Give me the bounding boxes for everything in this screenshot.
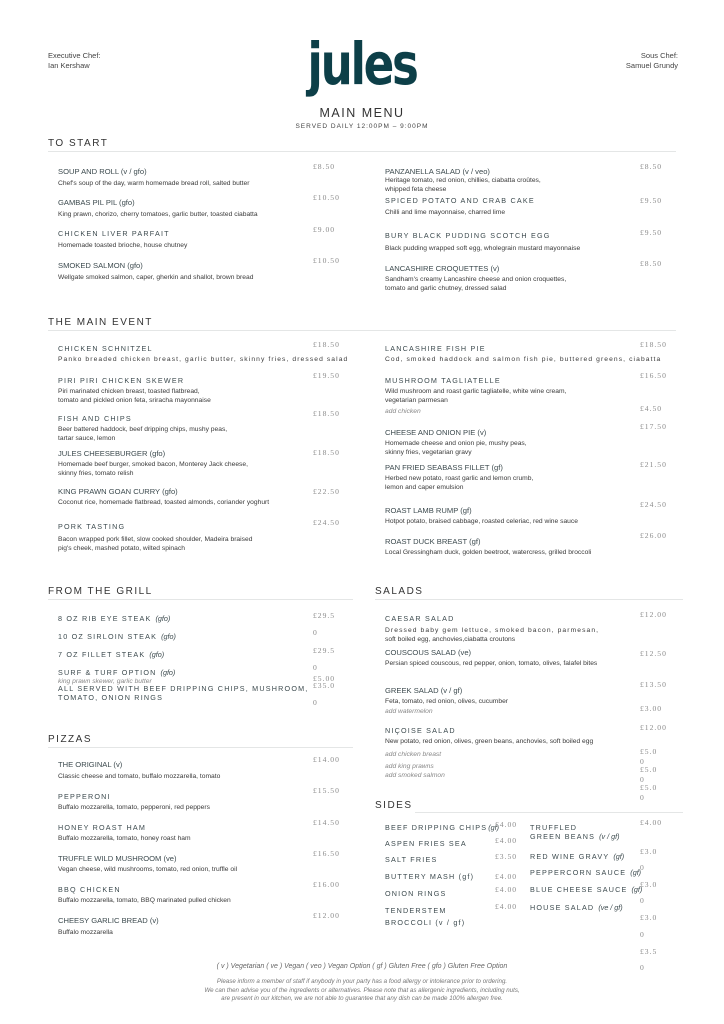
item-title: CHICKEN SCHNITZEL [58, 344, 153, 353]
item-title: BURY BLACK PUDDING SCOTCH EGG [385, 231, 551, 240]
menu-item-name [385, 345, 486, 352]
sous-chef-name: Samuel Grundy [625, 61, 678, 70]
dietary-tag: (gf) [631, 885, 643, 894]
item-title: CHEESE AND ONION PIE (v) [385, 428, 487, 437]
executive-chef-label: Executive Chef: [48, 51, 101, 60]
price: £4.00 [495, 872, 518, 881]
side-dish-name [530, 833, 620, 840]
menu-item-name [58, 262, 143, 270]
item-title: CHEESY GARLIC BREAD (v) [58, 916, 159, 925]
price: £14.50 [313, 818, 340, 827]
menu-item-description: Classic cheese and tomato, buffalo mozzarella, tomato [58, 773, 221, 780]
dietary-tag: (gfo) [160, 668, 176, 677]
menu-item-description: Buffalo mozzarella, tomato, BBQ marinated pulled chicken [58, 897, 231, 904]
price: £8.50 [640, 162, 663, 171]
side-dish-name [385, 907, 447, 914]
price: £3.0 [640, 880, 658, 889]
menu-item-description: Beer battered haddock, beef dripping chips, mushy peas, [58, 426, 228, 433]
price: £29.5 [313, 646, 336, 655]
menu-item-description: Herbed new potato, roast garlic and lemon crumb, [385, 475, 534, 482]
menu-item-description: Vegan cheese, wild mushrooms, tomato, red onion, truffle oil [58, 866, 238, 873]
menu-item-name [58, 824, 146, 831]
menu-item-description: Homemade beef burger, smoked bacon, Monterey Jack cheese, [58, 461, 248, 468]
item-title: NIÇOISE SALAD [385, 726, 456, 735]
menu-item-name [58, 793, 111, 800]
side-dish-name [385, 919, 465, 926]
side-dish-name [530, 886, 642, 893]
item-title: ONION RINGS [385, 889, 447, 898]
side-dish-name [385, 890, 447, 897]
price: £24.50 [640, 500, 667, 509]
item-title: SALT FRIES [385, 855, 438, 864]
menu-item-name [58, 761, 122, 769]
menu-item-description: vegetarian parmesan [385, 396, 448, 404]
menu-item-name [385, 649, 471, 657]
section-divider [48, 151, 676, 152]
price: £22.50 [313, 487, 340, 496]
price: £18.50 [640, 340, 667, 349]
item-title: CAESAR SALAD [385, 614, 455, 623]
menu-item-description: tomato and pickled onion feta, sriracha mayonnaise [58, 396, 211, 404]
side-dish-name [530, 869, 641, 876]
price: £18.50 [313, 448, 340, 457]
item-title: BLUE CHEESE SAUCE [530, 885, 628, 894]
dietary-tag: (gfo) [155, 614, 171, 623]
menu-item-name [58, 450, 165, 458]
dietary-tag: (gfo) [161, 632, 176, 641]
menu-item-name [58, 855, 177, 863]
menu-item-name [385, 265, 499, 273]
item-title: PEPPERCORN SAUCE [530, 868, 627, 877]
menu-item-description: Wellgate smoked salmon, caper, gherkin and shallot, brown bread [58, 274, 254, 281]
section-divider [375, 599, 683, 600]
price: £9.50 [640, 196, 663, 205]
item-title: BBQ CHICKEN [58, 885, 121, 894]
menu-title: MAIN MENU [319, 106, 405, 120]
price: £10.50 [313, 256, 340, 265]
section-divider [48, 747, 353, 748]
price: 0 [640, 963, 645, 972]
menu-item-description: Buffalo mozzarella, tomato, honey roast ham [58, 835, 191, 842]
price: £4.00 [495, 902, 518, 911]
menu-item-description: Wild mushroom and roast garlic tagliatelle, white wine cream, [385, 388, 567, 395]
addon-option: add watermelon [385, 708, 433, 715]
price: 0 [640, 757, 645, 766]
menu-item-name [385, 377, 501, 384]
side-dish-name [385, 856, 437, 863]
menu-item-description: Buffalo mozzarella, tomato, pepperoni, red peppers [58, 804, 210, 811]
menu-item-description: soft boiled egg, anchovies,ciabatta croutons [385, 635, 516, 643]
menu-item-description: Bacon wrapped pork fillet, slow cooked shoulder, Madeira braised [58, 536, 253, 543]
menu-item-description: Chef's soup of the day, warm homemade bread roll, salted butter [58, 180, 250, 187]
menu-item-name [58, 377, 184, 384]
addon-option: king prawn skewer, garlic butter [58, 678, 152, 685]
dietary-tag: (gfo) [149, 650, 165, 659]
price: £3.5 [640, 947, 658, 956]
menu-item-description: Homemade cheese and onion pie, mushy peas, [385, 440, 527, 447]
price: 0 [640, 793, 645, 802]
menu-item-description: Heritage tomato, red onion, chillies, ciabatta croûtes, [385, 177, 541, 184]
price: £5.0 [640, 765, 658, 774]
menu-item-name [385, 168, 490, 176]
menu-item-name [385, 464, 503, 472]
menu-item-description: Piri marinated chicken breast, toasted flatbread, [58, 388, 200, 395]
item-title: CHICKEN LIVER PARFAIT [58, 229, 170, 238]
addon-option: add king prawns [385, 763, 434, 770]
item-title: PIRI PIRI CHICKEN SKEWER [58, 376, 185, 385]
item-title: GAMBAS PIL PIL (gfo) [58, 198, 135, 207]
item-title: BUTTERY MASH (gf) [385, 872, 475, 881]
section-divider [48, 330, 676, 331]
item-title: TENDERSTEM [385, 906, 447, 915]
item-title: ROAST DUCK BREAST (gf) [385, 537, 481, 546]
item-title: GREEN BEANS [530, 832, 596, 841]
price: £5.0 [640, 747, 658, 756]
dietary-legend: ( v ) Vegetarian ( ve ) Vegan ( veo ) Vegan Option ( gf ) Gluten Free ( gfo ) Gluten Free Option [216, 963, 508, 970]
menu-item-description: Feta, tomato, red onion, olives, cucumber [385, 698, 509, 705]
item-title: PANZANELLA SALAD (v / veo) [385, 167, 490, 176]
side-dish-name [385, 840, 467, 847]
price: £4.00 [495, 885, 518, 894]
menu-item-description: lemon and caper emulsion [385, 483, 464, 491]
section-title: SALADS [375, 586, 424, 597]
dietary-tag: (gf) [488, 823, 500, 832]
menu-item-name [58, 199, 135, 207]
menu-item-name [58, 651, 164, 658]
item-title: FISH AND CHIPS [58, 414, 132, 423]
menu-item-description: King prawn, chorizo, cherry tomatoes, garlic butter, toasted ciabatta [58, 211, 258, 218]
price: £12.50 [640, 649, 667, 658]
menu-item-name [58, 615, 170, 622]
item-title: PORK TASTING [58, 522, 126, 531]
dietary-tag: (ve / gf) [598, 903, 623, 912]
item-title: ASPEN FRIES SEA [385, 839, 467, 848]
dietary-tag: (gf) [630, 868, 642, 877]
item-title: COUSCOUS SALAD (ve) [385, 648, 472, 657]
jules-logo: jules [307, 30, 417, 98]
price: 0 [313, 663, 318, 672]
item-title: BEEF DRIPPING CHIPS [385, 823, 488, 832]
price: £35.0 [313, 681, 336, 690]
menu-item-description: Hotpot potato, braised cabbage, roasted celeriac, red wine sauce [385, 518, 578, 525]
item-title: KING PRAWN GOAN CURRY (gfo) [58, 487, 178, 496]
price: £19.50 [313, 371, 340, 380]
price: £12.00 [313, 911, 340, 920]
price: £3.00 [640, 704, 663, 713]
grill-note: TOMATO, ONION RINGS [58, 692, 164, 702]
menu-item-name [385, 197, 535, 204]
price: £26.00 [640, 531, 667, 540]
allergy-note-line-2: We can then advise you of the ingredients or alternatives. Please note that as allergenic ingredients, including nuts, [204, 986, 520, 994]
menu-item-description: Panko breaded chicken breast, garlic butter, skinny fries, dressed salad [58, 356, 349, 363]
menu-item-description: whipped feta cheese [385, 185, 447, 193]
menu-item-description: Persian spiced couscous, red pepper, onion, tomato, olives, falafel bites [385, 660, 598, 667]
price: £5.0 [640, 783, 658, 792]
price: £12.00 [640, 610, 667, 619]
price: £29.5 [313, 611, 336, 620]
price: £8.50 [640, 259, 663, 268]
price: £4.00 [495, 820, 518, 829]
allergy-note-line-3: are present in our kitchen, we are not able to guarantee that any dish can be made 100% allergen free. [221, 995, 503, 1002]
item-title: HOUSE SALAD [530, 903, 595, 912]
item-title: RED WINE GRAVY [530, 852, 610, 861]
price: 0 [640, 896, 645, 905]
menu-item-name [385, 429, 486, 437]
menu-item-description: Local Gressingham duck, golden beetroot, watercress, grilled broccoli [385, 549, 592, 556]
price: £3.0 [640, 913, 658, 922]
sous-chef-label: Sous Chef: [640, 51, 678, 60]
price: £4.00 [640, 818, 663, 827]
item-title: PAN FRIED SEABASS FILLET (gf) [385, 463, 503, 472]
price: £17.50 [640, 422, 667, 431]
price: £18.50 [313, 340, 340, 349]
price: £3.50 [495, 852, 518, 861]
side-dish-name [385, 824, 499, 831]
item-title: SPICED POTATO AND CRAB CAKE [385, 196, 535, 205]
price: £15.50 [313, 786, 340, 795]
item-title: JULES CHEESEBURGER (gfo) [58, 449, 166, 458]
item-title: SURF & TURF OPTION [58, 668, 157, 677]
menu-item-name [58, 345, 153, 352]
served-hours: SERVED DAILY 12:00PM – 9:00PM [295, 123, 429, 130]
price: 0 [640, 775, 645, 784]
item-title: TRUFFLED [530, 823, 578, 832]
item-title: MUSHROOM TAGLIATELLE [385, 376, 501, 385]
menu-item-name [58, 523, 125, 530]
menu-item-name [58, 886, 121, 893]
menu-item-description: Homemade toasted brioche, house chutney [58, 242, 188, 249]
addon-option: add chicken breast [385, 751, 442, 758]
price: £10.50 [313, 193, 340, 202]
price: £21.50 [640, 460, 667, 469]
menu-item-description: skinny fries, vegetarian gravy [385, 448, 472, 456]
price: £4.50 [640, 404, 663, 413]
menu-item-name [58, 488, 178, 496]
executive-chef-name: Ian Kershaw [48, 61, 90, 70]
menu-item-name [58, 917, 159, 925]
menu-item-description: New potato, red onion, olives, green beans, anchovies, soft boiled egg [385, 738, 594, 745]
item-title: HONEY ROAST HAM [58, 823, 147, 832]
menu-item-description: Buffalo mozzarella [58, 929, 113, 936]
menu-item-name [385, 615, 455, 622]
section-title: PIZZAS [48, 734, 93, 745]
section-title: TO START [48, 138, 109, 149]
item-title: 8 OZ RIB EYE STEAK [58, 614, 152, 623]
side-dish-name [385, 873, 474, 880]
menu-item-name [385, 727, 456, 734]
price: 0 [640, 930, 645, 939]
price: £4.00 [495, 836, 518, 845]
price: £9.00 [313, 225, 336, 234]
menu-item-name [385, 507, 472, 515]
price: £16.50 [313, 849, 340, 858]
price: £3.0 [640, 847, 658, 856]
dietary-tag: (gf) [613, 852, 625, 861]
price: £9.50 [640, 228, 663, 237]
item-title: BROCCOLI (v / gf) [385, 918, 466, 927]
item-title: PEPPERONI [58, 792, 111, 801]
addon-option: add smoked salmon [385, 772, 445, 779]
addon-option: add chicken [385, 408, 421, 415]
menu-item-description: Sandham's creamy Lancashire cheese and onion croquettes, [385, 276, 567, 283]
section-title: SIDES [375, 800, 413, 811]
menu-item-description: Black pudding wrapped soft egg, wholegrain mustard mayonnaise [385, 245, 581, 252]
item-title: 10 OZ SIRLOIN STEAK [58, 632, 158, 641]
price: £16.00 [313, 880, 340, 889]
dietary-tag: (v / gf) [599, 832, 620, 841]
section-title: FROM THE GRILL [48, 586, 153, 597]
price: £12.00 [640, 723, 667, 732]
menu-item-name [58, 415, 132, 422]
menu-item-name [385, 538, 481, 546]
side-dish-name [530, 853, 624, 860]
section-divider [48, 599, 353, 600]
price: £16.50 [640, 371, 667, 380]
menu-item-name [385, 232, 551, 239]
menu-item-description: Dressed baby gem lettuce, smoked bacon, parmesan, [385, 627, 600, 634]
item-title: TRUFFLE WILD MUSHROOM (ve) [58, 854, 177, 863]
section-divider [415, 812, 683, 813]
menu-item-name [58, 230, 170, 237]
menu-item-description: Cod, smoked haddock and salmon fish pie, buttered greens, ciabatta [385, 356, 662, 363]
price: £5.00 [313, 674, 336, 683]
menu-item-name [58, 669, 175, 676]
menu-item-name [385, 687, 462, 695]
item-title: GREEK SALAD (v / gf) [385, 686, 463, 695]
menu-item-name [58, 633, 176, 640]
item-title: LANCASHIRE CROQUETTES (v) [385, 264, 500, 273]
allergy-note-line-1: Please inform a member of staff if anybody in your party has a food allergy or intolerance prior to ordering. [216, 978, 508, 985]
menu-item-description: pig's cheek, mashed potato, wilted spinach [58, 544, 185, 552]
item-title: LANCASHIRE FISH PIE [385, 344, 486, 353]
price: 0 [640, 863, 645, 872]
price: 0 [313, 628, 318, 637]
item-title: SOUP AND ROLL (v / gfo) [58, 167, 147, 176]
price: £24.50 [313, 518, 340, 527]
price: £14.00 [313, 755, 340, 764]
side-dish-name [530, 904, 623, 911]
item-title: THE ORIGINAL (v) [58, 760, 123, 769]
menu-item-description: skinny fries, tomato relish [58, 469, 134, 477]
item-title: SMOKED SALMON (gfo) [58, 261, 143, 270]
menu-item-description: Chilli and lime mayonnaise, charred lime [385, 209, 506, 216]
section-title: THE MAIN EVENT [48, 317, 153, 328]
price: £13.50 [640, 680, 667, 689]
price: 0 [313, 698, 318, 707]
menu-item-description: tomato and garlic chutney, dressed salad [385, 284, 507, 292]
menu-item-description: tartar sauce, lemon [58, 434, 116, 442]
menu-item-description: Coconut rice, homemade flatbread, toasted almonds, coriander yoghurt [58, 499, 270, 506]
item-title: 7 OZ FILLET STEAK [58, 650, 146, 659]
grill-note: ALL SERVED WITH BEEF DRIPPING CHIPS, MUSHROOM, [58, 684, 309, 693]
menu-item-name [58, 168, 147, 176]
price: £18.50 [313, 409, 340, 418]
price: £8.50 [313, 162, 336, 171]
item-title: ROAST LAMB RUMP (gf) [385, 506, 472, 515]
side-dish-name [530, 824, 577, 831]
